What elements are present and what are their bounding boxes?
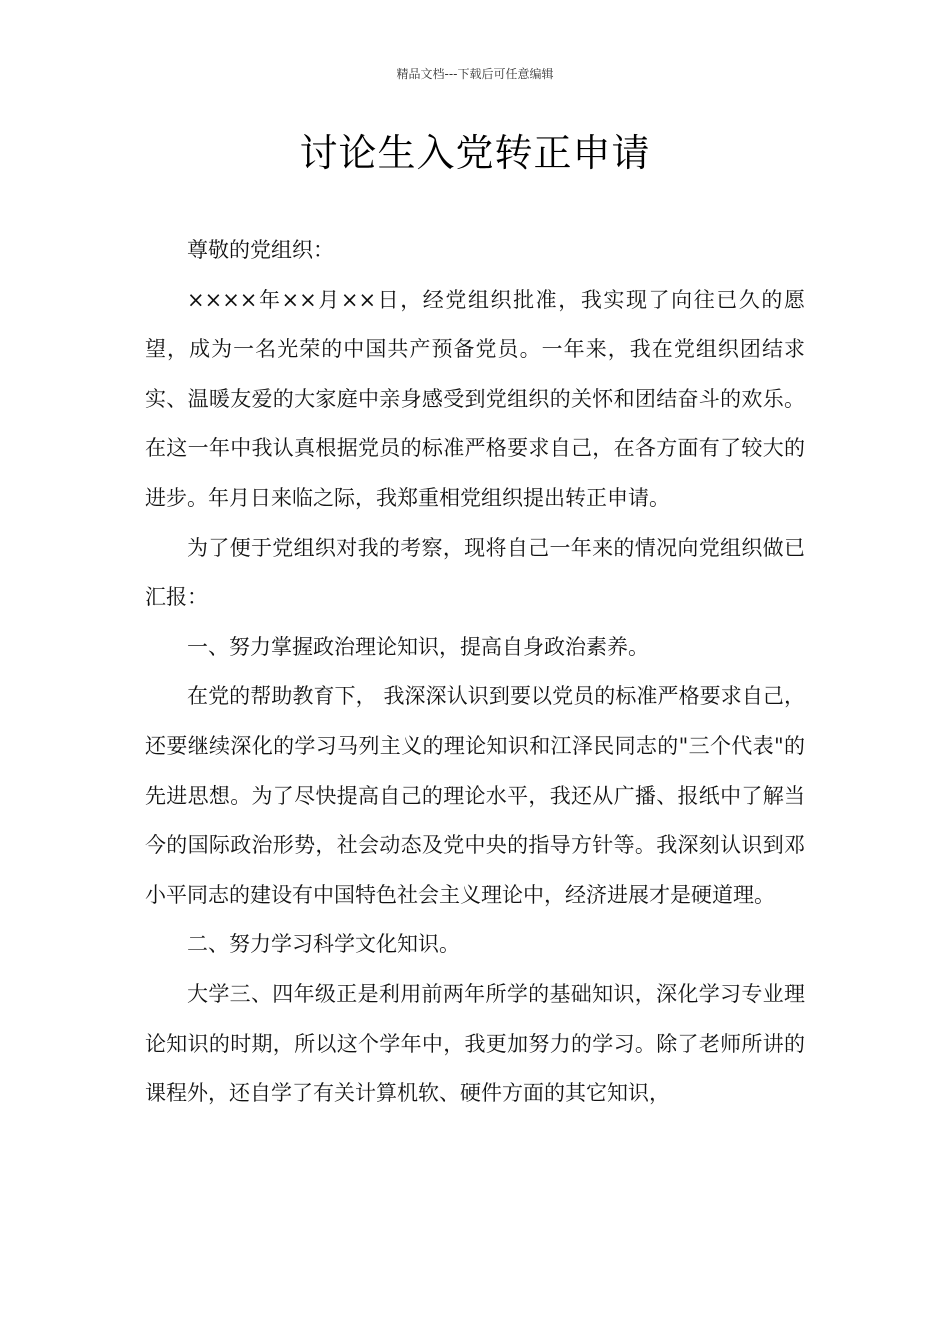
document-title: 讨论生入党转正申请 [299, 131, 651, 175]
document-body [145, 226, 805, 1119]
page-header: 精品文档---下载后可任意编辑 [396, 67, 554, 81]
salutation: 尊敬的党组织： [187, 238, 334, 262]
body-paragraph: 大学三、四年级正是利用前两年所学的基础知识，深化学习专业理论知识的时期，所以这个学年中，我更加努力的学习。除了老师所讲的课程外，还自学了有关计算机软、硬件方面的其它知识， [145, 981, 805, 1106]
body-paragraph: 在党的帮助教育下， 我深深认识到要以党员的标准严格要求自己，还要继续深化的学习马列主义的理论知识和江泽民同志的"三个代表"的先进思想。为了尽快提高自己的理论水平，我还从广播、报纸中了解当今的国际政治形势，社会动态及党中央的指导方针等。我深刻认识到邓小平同志的建设有中国特色社会主义理论中，经济进展才是硬道理。 [145, 684, 805, 907]
section-heading: 二、努力学习科学文化知识。 [187, 932, 460, 957]
body-paragraph: 为了便于党组织对我的考察，现将自己一年来的情况向党组织做已汇报： [145, 535, 805, 610]
section-heading: 一、努力掌握政治理论知识，提高自身政治素养。 [187, 634, 649, 659]
body-paragraph: ××××年××月××日，经党组织批准，我实现了向往已久的愿望，成为一名光荣的中国共产预备党员。一年来，我在党组织团结求实、温暖友爱的大家庭中亲身感受到党组织的关怀和团结奋斗的欢乐。在这一年中我认真根据党员的标准严格要求自己，在各方面有了较大的进步。年月日来临之际，我郑重相党组织提出转正申请。 [145, 287, 805, 510]
